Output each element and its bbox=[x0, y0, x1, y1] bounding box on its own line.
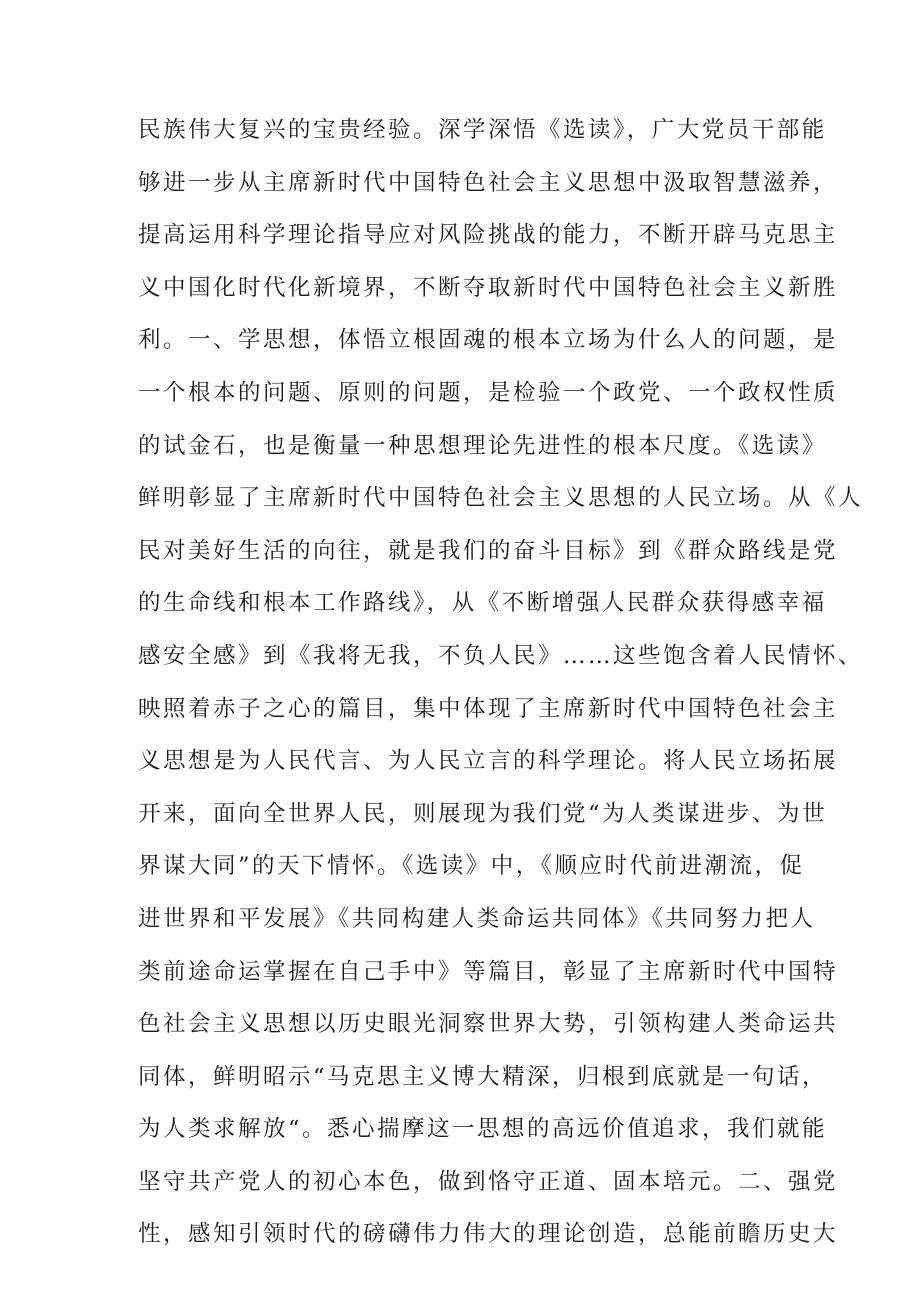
text-line-21: 坚守共产党人的初心本色，做到恪守正道、固本培元。二、强党 bbox=[138, 1168, 839, 1195]
text-line-19: 同体，鲜明昭示“马克思主义博大精深，归根到底就是一句话， bbox=[138, 1063, 828, 1090]
text-line-8: 鲜明彰显了主席新时代中国特色社会主义思想的人民立场。从《人 bbox=[138, 485, 864, 512]
text-line-18: 色社会主义思想以历史眼光洞察世界大势，引领构建人类命运共 bbox=[138, 1011, 839, 1038]
text-line-13: 义思想是为人民代言、为人民立言的科学理论。将人民立场拓展 bbox=[138, 748, 839, 775]
text-line-1: 民族伟大复兴的宝贵经验。深学深悟《选读》，广大党员干部能 bbox=[138, 117, 827, 143]
text-line-22: 性，感知引领时代的磅礴伟力伟大的理论创造，总能前瞻历史大 bbox=[138, 1221, 839, 1248]
text-line-15: 界谋大同”的天下情怀。《选读》中，《顺应时代前进潮流，促 bbox=[138, 853, 805, 880]
text-line-9: 民对美好生活的向往，就是我们的奋斗目标》到《群众路线是党 bbox=[138, 537, 839, 564]
text-line-12: 映照着赤子之心的篇目，集中体现了主席新时代中国特色社会主 bbox=[138, 695, 839, 722]
text-line-10: 的生命线和根本工作路线》，从《不断增强人民群众获得感幸福 bbox=[138, 590, 827, 617]
text-line-2: 够进一步从主席新时代中国特色社会主义思想中汲取智慧滋养， bbox=[138, 169, 839, 196]
text-line-3: 提高运用科学理论指导应对风险挑战的能力，不断开辟马克思主 bbox=[138, 222, 839, 249]
text-line-11: 感安全感》到《我将无我，不负人民》……这些饱含着人民情怀、 bbox=[138, 642, 864, 669]
text-line-6: 一个根本的问题、原则的问题，是检验一个政党、一个政权性质 bbox=[138, 379, 839, 406]
text-line-5: 利。一、学思想，体悟立根固魂的根本立场为什么人的问题，是 bbox=[138, 327, 839, 354]
body-text bbox=[138, 104, 864, 1261]
text-line-7: 的试金石，也是衡量一种思想理论先进性的根本尺度。《选读》 bbox=[138, 432, 827, 459]
text-line-4: 义中国化时代化新境界，不断夺取新时代中国特色社会主义新胜 bbox=[138, 274, 839, 301]
text-line-16: 进世界和平发展》《共同构建人类命运共同体》《共同努力把人 bbox=[138, 905, 816, 932]
text-line-20: 为人类求解放“。悉心揣摩这一思想的高远价值追求，我们就能 bbox=[138, 1116, 828, 1143]
text-line-17: 类前途命运掌握在自己手中》等篇目，彰显了主席新时代中国特 bbox=[138, 958, 839, 985]
text-line-14: 开来，面向全世界人民，则展现为我们党“为人类谋进步、为世 bbox=[138, 800, 828, 827]
